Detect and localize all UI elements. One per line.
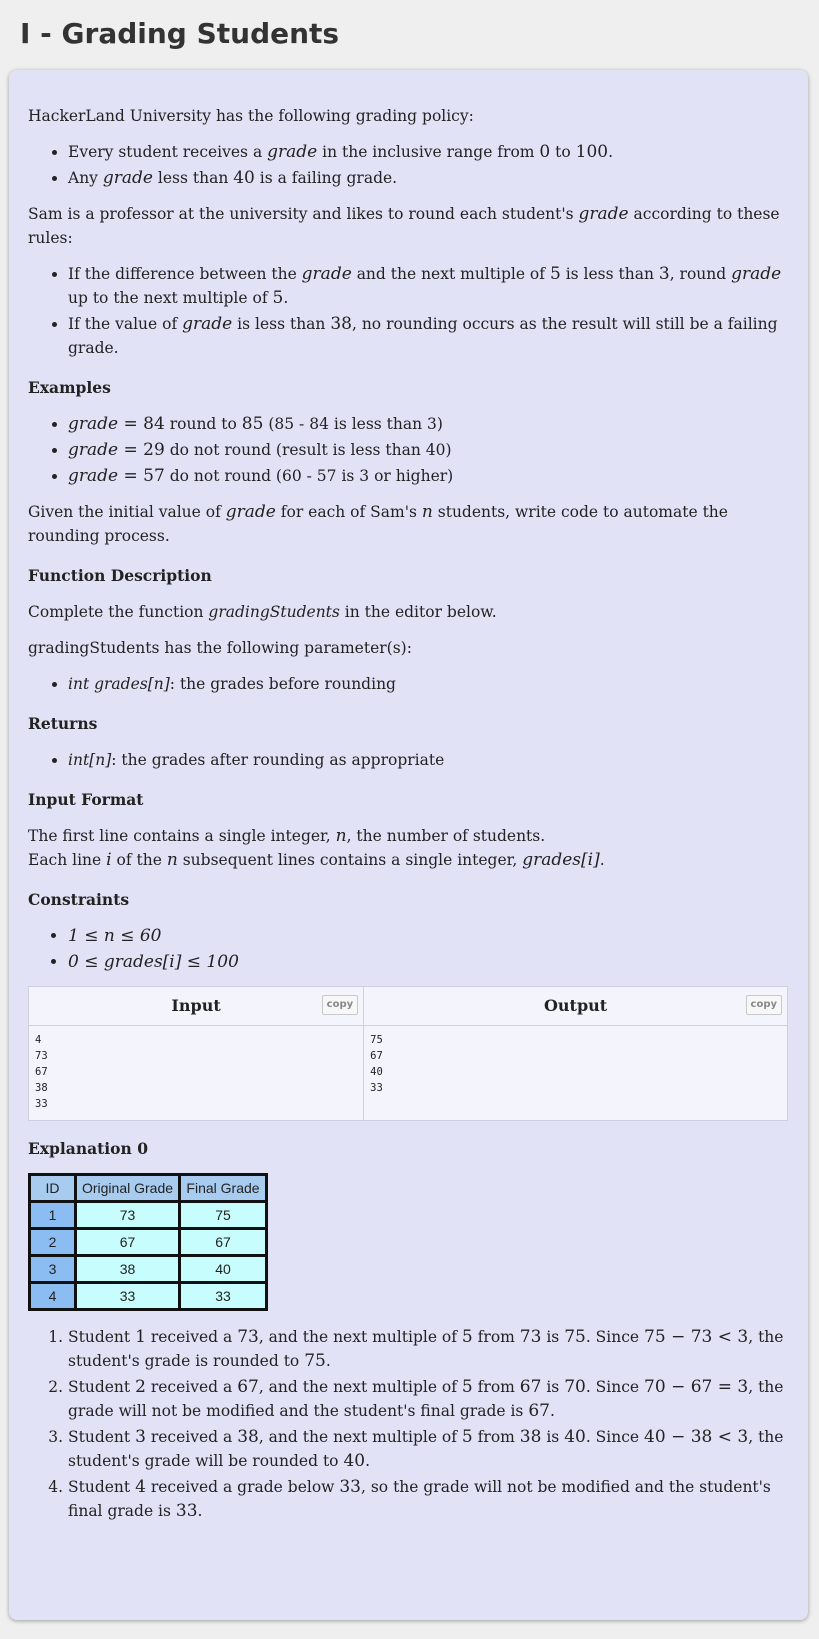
sample-input: 4 73 67 38 33 [29,1026,364,1121]
explanation-heading: Explanation 0 [28,1139,148,1158]
grade-table-header-original: Original Grade [76,1175,180,1202]
params-list [28,672,788,696]
grade-id: 2 [30,1229,76,1256]
original-grade: 67 [76,1229,180,1256]
example-item: • grade = 84 round to 85 (85 - 84 is less than 3) [68,412,788,436]
params-text: gradingStudents has the following parameter(s): [28,639,412,657]
grade-id: 3 [30,1256,76,1283]
explanation-item: 4. Student 4 received a grade below 33, so the grade will not be modified and the student's final grade is 33. [68,1475,788,1523]
explanation-list [28,1325,788,1523]
explanation-item: 3. Student 3 received a 38, and the next multiple of 5 from 38 is 40. Since 40 − 38 < 3, the student's grade will be rounded to 40. [68,1425,788,1473]
input-format-text: The first line contains a single integer, n, the number of students. Each line i of the n subsequent lines contains a single integer, grades[i]. [28,826,605,870]
sample-io-table [28,986,788,1121]
function-description-heading: Function Description [28,566,212,585]
original-grade: 38 [76,1256,180,1283]
grade-table-header-id: ID [30,1175,76,1202]
grade-table-header-final: Final Grade [180,1175,267,1202]
sample-output: 75 67 40 33 [364,1026,788,1121]
constraint-item: • 0 ≤ grades[i] ≤ 100 [68,950,788,974]
table-row [30,1229,267,1256]
grade-table [28,1173,268,1311]
constraint-item: • 1 ≤ n ≤ 60 [68,924,788,948]
input-header: Input copy [29,987,364,1026]
policy-item: • Any grade less than 40 is a failing grade. [68,166,788,190]
final-grade: 75 [180,1202,267,1229]
policy-item: • Every student receives a grade in the inclusive range from 0 to 100. [68,140,788,164]
example-item: • grade = 29 do not round (result is less than 40) [68,438,788,462]
final-grade: 67 [180,1229,267,1256]
constraints-list [28,924,788,974]
return-item: • int[n]: the grades after rounding as appropriate [68,748,788,772]
table-row [30,1202,267,1229]
grade-id: 4 [30,1283,76,1310]
table-row [30,1283,267,1310]
final-grade: 40 [180,1256,267,1283]
original-grade: 33 [76,1283,180,1310]
examples-list [28,412,788,488]
table-row [30,1256,267,1283]
final-grade: 33 [180,1283,267,1310]
output-header: Output copy [364,987,788,1026]
given-text: Given the initial value of grade for each of Sam's n students, write code to automate the rounding process. [28,502,728,545]
copy-output-button[interactable]: copy [746,995,782,1015]
explanation-item: 2. Student 2 received a 67, and the next multiple of 5 from 67 is 70. Since 70 − 67 = 3, the grade will not be modified and the student's final grade is 67. [68,1375,788,1423]
returns-list [28,748,788,772]
rules-list [28,262,788,360]
rule-item: • If the value of grade is less than 38, no rounding occurs as the result will still be a failing grade. [68,312,788,360]
example-item: • grade = 57 do not round (60 - 57 is 3 or higher) [68,464,788,488]
intro-text: HackerLand University has the following grading policy: [28,107,474,125]
constraints-heading: Constraints [28,890,130,909]
policy-list [28,140,788,190]
param-item: • int grades[n]: the grades before rounding [68,672,788,696]
problem-statement [9,70,808,1620]
input-format-heading: Input Format [28,790,144,809]
grade-id: 1 [30,1202,76,1229]
explanation-item: 1. Student 1 received a 73, and the next multiple of 5 from 73 is 75. Since 75 − 73 < 3, the student's grade is rounded to 75. [68,1325,788,1373]
page-title: I - Grading Students [20,17,340,50]
examples-heading: Examples [28,378,111,397]
complete-text: Complete the function gradingStudents in the editor below. [28,603,497,621]
returns-heading: Returns [28,714,98,733]
copy-input-button[interactable]: copy [322,995,358,1015]
rule-item: • If the difference between the grade and the next multiple of 5 is less than 3, round grade up to the next multiple of 5. [68,262,788,310]
original-grade: 73 [76,1202,180,1229]
rules-intro: Sam is a professor at the university and likes to round each student's grade according to these rules: [28,204,780,247]
